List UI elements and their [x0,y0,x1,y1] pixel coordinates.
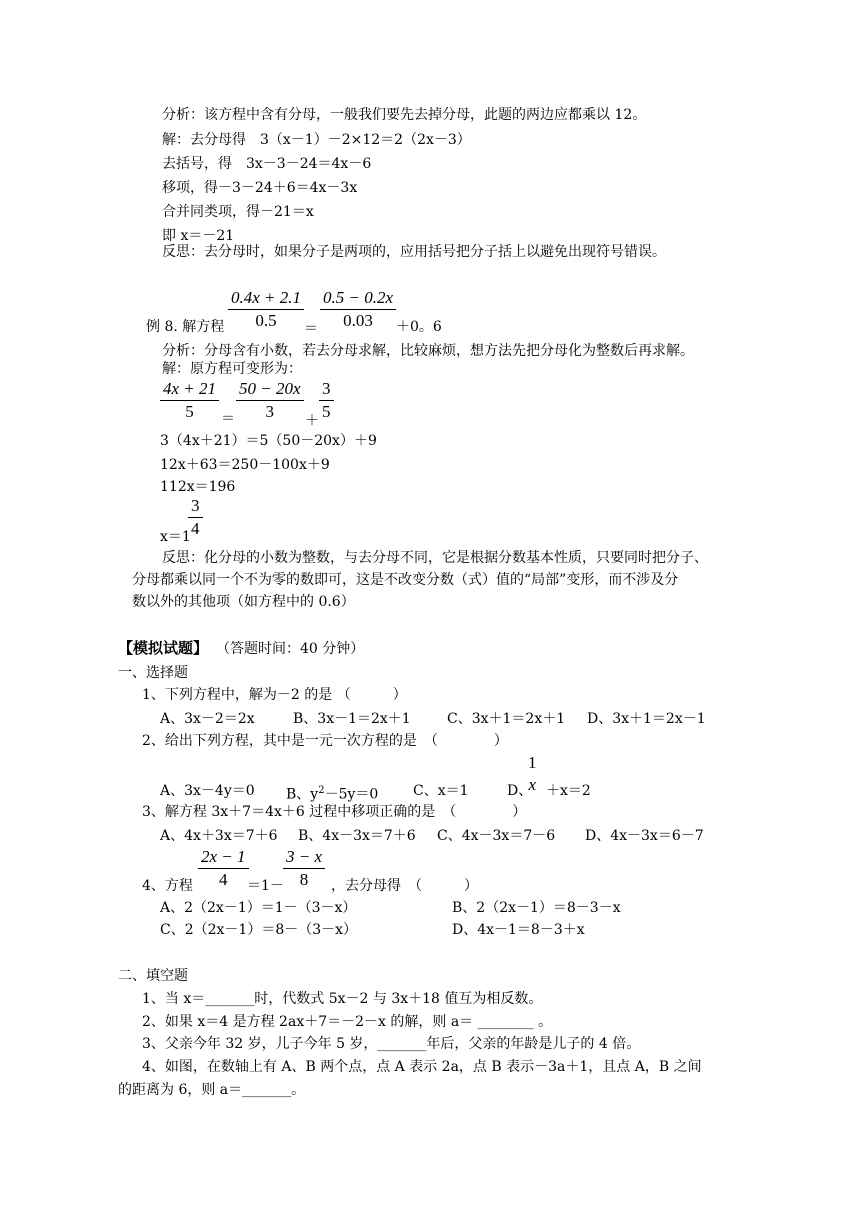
q2-option-b [286,782,378,804]
fraction-denominator: 4 [219,870,228,889]
q2-option-c: C、x＝1 [413,783,469,799]
question-1: 1、下列方程中，解为－2 的是 （ ） [142,687,407,703]
ex8-line-2: 12x＋63＝250－100x＋9 [160,457,330,473]
question-4-prefix: 4、方程 [142,878,193,894]
q4-option-c: C、2（2x－1）＝8－（3－x） [160,922,358,938]
ex7-step-4: 合并同类项，得－21＝x [162,204,314,220]
fraction-numerator: 3 [319,378,334,401]
ex8-line-3: 112x＝196 [160,479,236,495]
ex8-analysis: 分析：分母含有小数，若去分母求解，比较麻烦，想方法先把分母化为整数后再求解。 [162,343,694,359]
ex8-transformed-fraction-2 [236,378,304,423]
q1-option-b: B、3x－1＝2x＋1 [293,711,411,727]
ex8-answer-fraction [188,495,203,540]
fill-question-1: 1、当 x＝_______时，代数式 5x－2 与 3x＋18 值互为相反数。 [142,991,543,1007]
fraction-denominator: 3 [265,402,275,421]
ex8-fraction-2 [320,287,396,332]
q4-option-b: B、2（2x－1）＝8－3－x [452,900,621,916]
fraction-denominator: 5 [322,402,331,421]
q4-option-a: A、2（2x－1）＝1－（3－x） [160,900,357,916]
ex7-step-1: 解：去分母得 3（x－1）－2×12＝2（2x－3） [162,132,471,148]
q4-fraction-1 [198,846,249,891]
ex8-answer-prefix: x＝1 [160,529,191,545]
fraction-numerator: 1 [528,753,537,772]
ex8-tail: ＋0。6 [396,319,442,335]
fraction-denominator: 5 [185,402,194,421]
fraction-numerator: 0.5 − 0.2x [320,287,396,310]
fraction-numerator: 50 − 20x [236,378,304,401]
exponent: 2 [318,785,325,796]
fraction-numerator: 4x + 21 [160,378,219,401]
question-3: 3、解方程 3x＋7＝4x＋6 过程中移项正确的是 （ ） [142,804,527,820]
q2-option-d-tail: ＋x＝2 [546,783,591,799]
q2-option-d-fraction [525,752,540,796]
fill-question-4-line-1: 4、如图，在数轴上有 A、B 两个点，点 A 表示 2a，点 B 表示－3a＋1，且点 A，B 之间 [142,1059,702,1075]
ex8-transformed-fraction-1 [160,378,219,423]
fraction-denominator: 0.5 [255,311,277,330]
q1-option-a: A、3x－2＝2x [160,711,255,727]
q2-option-b-base: B、y [286,786,319,803]
ex8-label: 例 8. 解方程 [146,319,225,335]
quiz-time: （答题时间：40 分钟） [216,641,365,657]
equals-sign: ＝ [304,321,318,337]
fraction-numerator: 0.4x + 2.1 [228,287,304,310]
question-4-suffix: ，去分母得 （ ） [331,878,478,894]
q1-option-d: D、3x＋1＝2x－1 [587,711,706,727]
q3-option-a: A、4x＋3x＝7＋6 [160,828,278,844]
q2-option-d: D、 [507,783,533,799]
q3-option-c: C、4x－3x＝7－6 [437,828,556,844]
q4-fraction-2 [283,846,325,891]
ex7-step-2: 去括号，得 3x－3－24＝4x－6 [162,156,372,172]
ex8-line-1: 3（4x＋21）＝5（50－20x）＋9 [160,433,377,449]
q2-option-b-rest: －5y＝0 [324,786,379,803]
q1-option-c: C、3x＋1＝2x＋1 [447,711,566,727]
fill-question-3: 3、父亲今年 32 岁，儿子今年 5 岁，_______年后，父亲的年龄是儿子的 4 倍。 [142,1036,641,1052]
fraction-numerator: 2x − 1 [198,846,249,869]
ex7-analysis: 分析：该方程中含有分母，一般我们要先去掉分母，此题的两边应都乘以 12。 [162,107,647,123]
q2-option-a: A、3x－4y＝0 [160,783,255,799]
fraction-denominator: 0.03 [343,311,373,330]
ex8-fraction-1 [228,287,304,332]
q4-option-d: D、4x－1＝8－3＋x [452,922,585,938]
ex7-step-5: 即 x＝－21 [162,228,235,244]
fraction-numerator: 3 [188,495,203,518]
plus-sign: ＋ [305,413,319,429]
ex8-transformed-fraction-3 [319,378,334,423]
section-choice-title: 一、选择题 [118,665,188,681]
fraction-numerator: 3 − x [283,846,325,869]
ex7-step-3: 移项，得－3－24＋6＝4x－3x [162,180,358,196]
fill-question-4-line-2: 的距离为 6，则 a＝_______。 [118,1082,306,1098]
ex8-reflection-line-3: 数以外的其他项（如方程中的 0.6） [132,594,355,610]
quiz-title: 【模拟试题】 [118,639,209,657]
equals-sign: ＝ [221,411,235,427]
fraction-denominator: x [528,775,537,794]
section-fill-title: 二、填空题 [118,968,188,984]
q3-option-d: D、4x－3x＝6－7 [585,828,704,844]
ex8-reflection-line-1: 反思：化分母的小数为整数，与去分母不同，它是根据分数基本性质，只要同时把分子、 [162,550,708,566]
q3-option-b: B、4x－3x＝7＋6 [298,828,416,844]
fraction-denominator: 8 [299,870,309,889]
fraction-denominator: 4 [191,519,200,538]
fill-question-2: 2、如果 x＝4 是方程 2ax＋7＝－2－x 的解，则 a＝ ________ 。 [142,1014,553,1030]
ex8-reflection-line-2: 分母都乘以同一个不为零的数即可，这是不改变分数（式）值的“局部”变形，而不涉及分 [132,572,679,588]
ex8-solve: 解：原方程可变形为： [162,361,302,377]
ex7-reflection: 反思：去分母时，如果分子是两项的，应用括号把分子括上以避免出现符号错误。 [162,244,666,260]
question-2: 2、给出下列方程，其中是一元一次方程的是 （ ） [142,733,508,749]
question-4-middle: ＝1－ [247,878,284,894]
